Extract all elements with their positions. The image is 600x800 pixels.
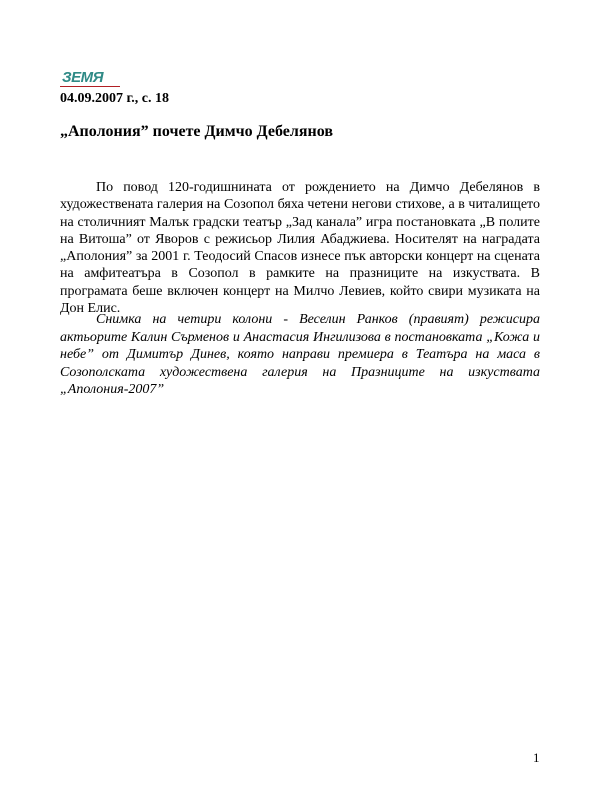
- article-body: По повод 120-годишнината от рождението на Димчо Дебелянов в художествената галерия на Созопол бяха четени негови стихове, а в читалището на столичният Малък градски театър „Зад канала” игра постановката „В полите на Витоша” от Яворов с режисьор Лилия Абаджиева. Носителят на наградата „Аполония” за 2001 г. Теодосий Спасов изнесе пък авторски концерт на сцената на амфитеатъра в Созопол в рамките на празниците на изкуствата. В програмата беше включен концерт на Милчо Левиев, който свири музиката на Дон Елис.: [60, 180, 540, 317]
- article-title: „Аполония” почете Димчо Дебелянов: [60, 123, 333, 140]
- publication-date-page: 04.09.2007 г., с. 18: [60, 91, 169, 106]
- photo-caption: Снимка на четири колони - Веселин Ранков (правият) режисира актьорите Калин Сърменов и Анастасия Ингилизова в постановката „Кожа и небе” от Димитър Динев, която направи премиера в Театъра на маса в Созополската художествена галерия на Празниците на изкуствата „Аполония-2007”: [60, 312, 540, 397]
- page-number: 1: [533, 750, 540, 765]
- logo-underline: [60, 86, 120, 87]
- newspaper-logo: [60, 70, 122, 92]
- logo-wordmark: ЗЕМЯ: [62, 69, 104, 86]
